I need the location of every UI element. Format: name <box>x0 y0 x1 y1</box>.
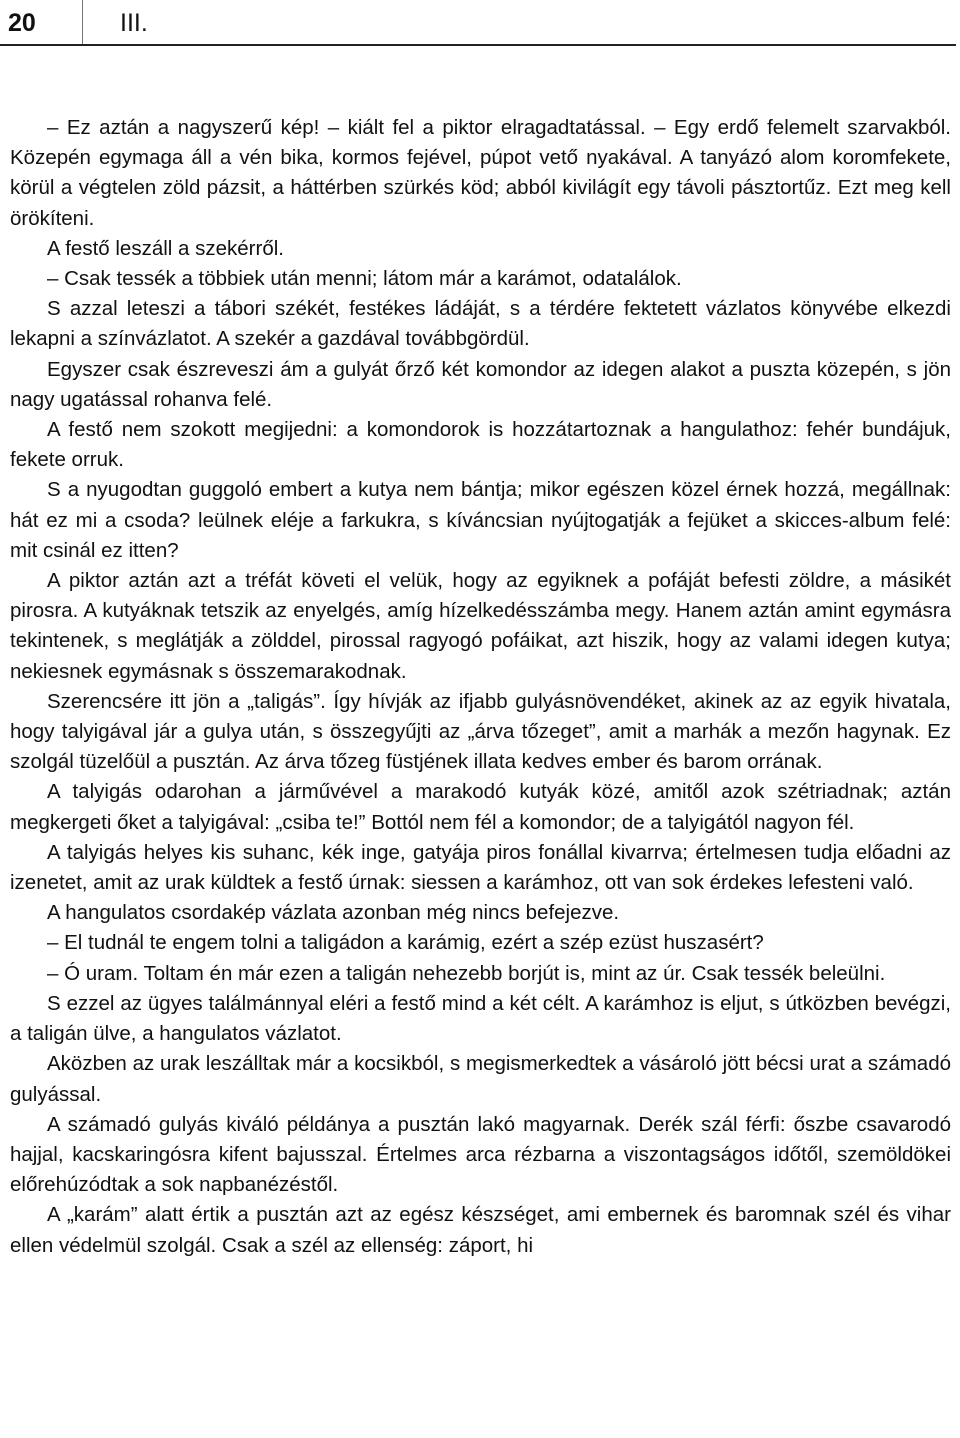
paragraph: A számadó gulyás kiváló példánya a pusztán lakó magyarnak. Derék szál férfi: őszbe csavarodó hajjal, kacskaringósra kifent bajusszal. Értelmes arca rézbarna a viszontagságos időtől, szemöldökei előrehúzódtak a sok napbanézéstől. <box>10 1112 951 1197</box>
paragraph: A talyigás odarohan a járművével a marakodó kutyák közé, amitől azok szétriadnak; aztán megkergeti őket a talyigával: „csiba te!” Bottól nem fél a komondor; de a talyigától nagyon fél. <box>10 780 951 834</box>
paragraph: S azzal leteszi a tábori székét, festékes ládáját, s a térdére fektetett vázlatos könyvébe elkezdi lekapni a színvázlatot. A szekér a gazdával továbbgördül. <box>10 297 951 351</box>
paragraph: – Ó uram. Toltam én már ezen a taligán nehezebb borjút is, mint az úr. Csak tessék beleülni. <box>47 961 886 985</box>
paragraph: A festő nem szokott megijedni: a komondorok is hozzátartoznak a hangulathoz: fehér bundájuk, fekete orruk. <box>10 418 951 472</box>
chapter-heading: III. <box>120 9 148 37</box>
text-body <box>10 113 951 1261</box>
paragraph: A festő leszáll a szekérről. <box>47 236 284 260</box>
page-number: 20 <box>8 9 36 37</box>
paragraph: – El tudnál te engem tolni a taligádon a karámig, ezért a szép ezüst huszasért? <box>47 931 764 955</box>
page-header <box>0 0 960 48</box>
paragraph: – Csak tessék a többiek után menni; látom már a karámot, odatalálok. <box>47 267 682 291</box>
paragraph: – Ez aztán a nagyszerű kép! – kiált fel a piktor elragadtatással. – Egy erdő felemelt szarvakból. Közepén egymaga áll a vén bika, kormos fejével, púpot vető nyakával. A tanyázó alom koromfekete, körül a végtelen zöld pázsit, a háttérben szürkés köd; abból kivilágít egy távoli pásztortűz. Ezt meg kell örökíteni. <box>10 116 951 230</box>
paragraph: A piktor aztán azt a tréfát követi el velük, hogy az egyiknek a pofáját befesti zöldre, a másikét pirosra. A kutyáknak tetszik az enyelgés, amíg hízelkedésszámba megy. Hanem aztán amint egymásra tekintenek, s meglátják a zölddel, pirossal ragyogó pofáikat, azt hiszik, hogy az valami idegen kutya; nekiesnek egymásnak s összemarakodnak. <box>10 569 951 683</box>
paragraph: A hangulatos csordakép vázlata azonban még nincs befejezve. <box>47 901 620 925</box>
header-divider <box>82 0 83 44</box>
paragraph: A „karám” alatt értik a pusztán azt az egész készséget, ami embernek és baromnak szél és vihar ellen védelmül szolgál. Csak a szél az ellenség: záport, hi <box>10 1203 951 1257</box>
paragraph: Szerencsére itt jön a „taligás”. Így hívják az ifjabb gulyásnövendéket, akinek az az egyik hivatala, hogy talyigával jár a gulya után, s összegyűjti az „árva tőzeget”, amit a marhák a mezőn hagynak. Ez szolgál tüzelőül a pusztán. Az árva tőzeg füstjének illata kedves ember és barom orrának. <box>10 689 951 774</box>
paragraph: Egyszer csak észreveszi ám a gulyát őrző két komondor az idegen alakot a puszta közepén, s jön nagy ugatással rohanva felé. <box>10 357 951 411</box>
paragraph: S a nyugodtan guggoló embert a kutya nem bántja; mikor egészen közel érnek hozzá, megállnak: hát ez mi a csoda? leülnek eléje a farkukra, s kíváncsian nyújtogatják a fejüket a skicces-album felé: mit csinál ez itten? <box>10 478 951 562</box>
paragraph: Aközben az urak leszálltak már a kocsikból, s megismerkedtek a vásároló jött bécsi urat a számadó gulyással. <box>10 1052 951 1106</box>
paragraph: A talyigás helyes kis suhanc, kék inge, gatyája piros fonállal kivarrva; értelmesen tudja előadni az izenetet, amit az urak küldtek a festő úrnak: siessen a karámhoz, ott van sok érdekes lefesteni való. <box>10 840 951 895</box>
header-rule <box>0 44 956 46</box>
paragraph: S ezzel az ügyes találmánnyal eléri a festő mind a két célt. A karámhoz is eljut, s útközben bevégzi, a taligán ülve, a hangulatos vázlatot. <box>10 991 951 1046</box>
